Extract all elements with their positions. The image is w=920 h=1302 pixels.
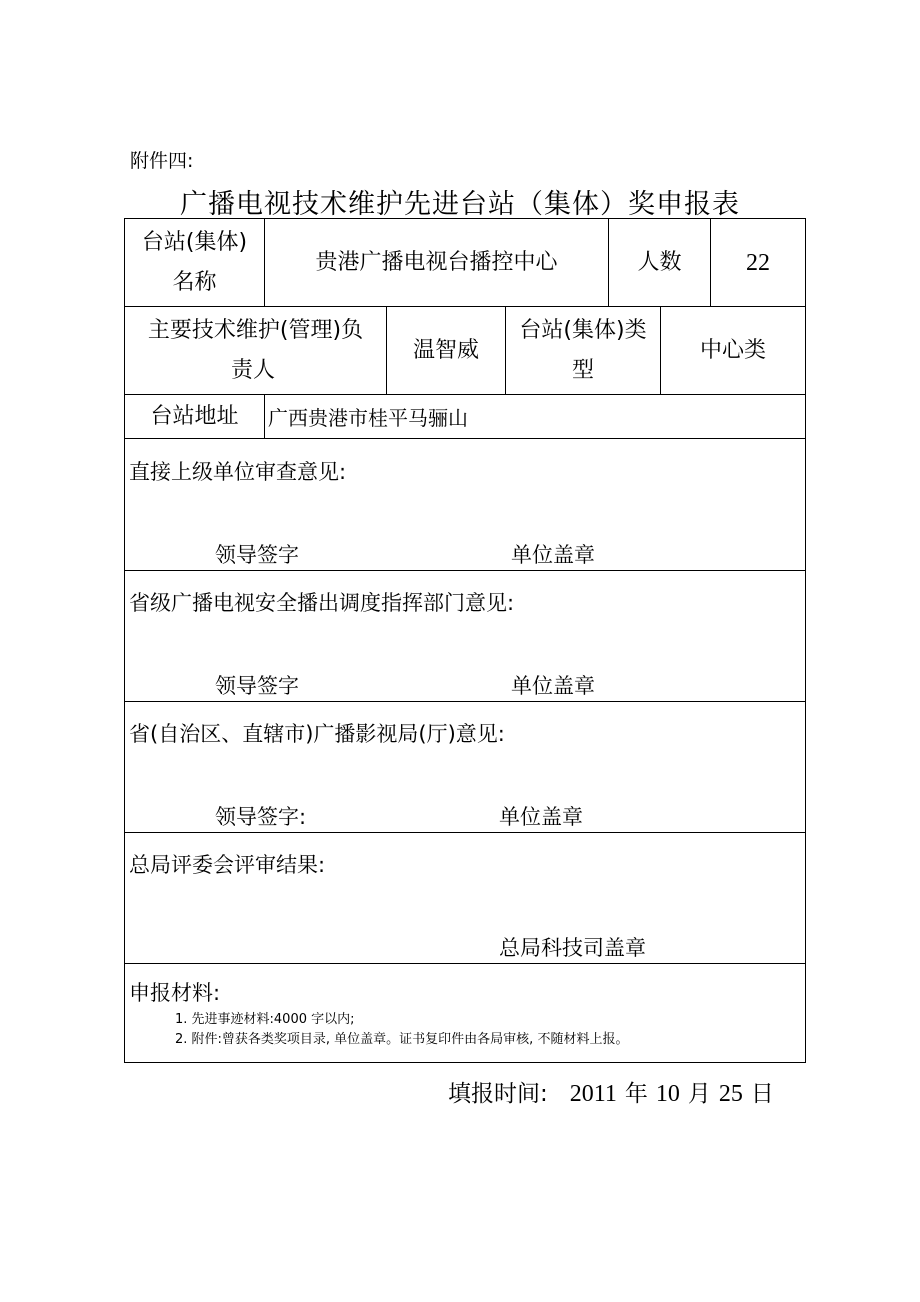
station-name-label-line1: 台站(集体) — [141, 229, 248, 255]
type-label-cell — [505, 307, 660, 394]
person-label-cell — [125, 307, 386, 394]
bureau-seal-label: 单位盖章 — [499, 805, 583, 829]
people-value: 22 — [746, 249, 770, 276]
fill-date-day-unit: 日 — [750, 1081, 774, 1107]
row-responsible-person — [124, 306, 806, 394]
people-label: 人数 — [637, 249, 682, 275]
materials-item-1: 1. 先进事迹材料:4000 字以内; — [175, 1012, 355, 1027]
superior-opinion-heading: 直接上级单位审查意见: — [129, 460, 347, 484]
review-result-heading: 总局评委会评审结果: — [129, 853, 326, 877]
fill-date — [448, 1075, 782, 1108]
fill-date-month: 10 — [655, 1081, 680, 1107]
station-name-label-cell — [125, 219, 264, 306]
address-value: 广西贵港市桂平马骊山 — [268, 406, 468, 430]
person-value: 温智威 — [412, 337, 479, 363]
person-value-cell — [386, 307, 505, 394]
superior-seal-label: 单位盖章 — [511, 543, 595, 567]
fill-date-label: 填报时间: — [448, 1081, 548, 1107]
station-name-value-cell — [264, 219, 608, 306]
address-label-cell — [125, 395, 264, 438]
review-seal-label: 总局科技司盖章 — [499, 936, 646, 960]
station-name-label-line2: 名称 — [172, 269, 217, 295]
row-station-name — [124, 218, 806, 306]
fill-date-day: 25 — [718, 1081, 743, 1107]
type-value: 中心类 — [699, 337, 766, 363]
type-label-line1: 台站(集体)类 — [519, 317, 647, 343]
bureau-opinion-heading: 省(自治区、直辖市)广播影视局(厅)意见: — [129, 722, 505, 746]
section-provincial-dispatch-opinion — [124, 570, 806, 701]
address-value-cell — [264, 395, 805, 438]
superior-sign-label: 领导签字 — [215, 543, 299, 567]
dispatch-sign-label: 领导签字 — [215, 674, 299, 698]
fill-date-month-unit: 月 — [687, 1081, 711, 1107]
section-provincial-bureau-opinion — [124, 701, 806, 832]
bureau-sign-label: 领导签字: — [215, 805, 307, 829]
section-review-result — [124, 832, 806, 963]
row-address — [124, 394, 806, 438]
dispatch-seal-label: 单位盖章 — [511, 674, 595, 698]
section-superior-opinion — [124, 438, 806, 570]
materials-item-2: 2. 附件:曾获各类奖项目录, 单位盖章。证书复印件由各局审核, 不随材料上报。 — [175, 1032, 629, 1047]
people-value-cell — [710, 219, 805, 306]
dispatch-opinion-heading: 省级广播电视安全播出调度指挥部门意见: — [129, 591, 515, 615]
people-label-cell — [608, 219, 710, 306]
materials-heading: 申报材料: — [129, 981, 221, 1005]
address-label: 台站地址 — [150, 403, 239, 429]
station-name-value: 贵港广播电视台播控中心 — [315, 249, 558, 275]
type-label-line2: 型 — [571, 357, 594, 383]
type-value-cell — [660, 307, 805, 394]
section-materials — [124, 963, 806, 1063]
fill-date-year: 2011 — [569, 1081, 617, 1107]
annex-label: 附件四: — [130, 150, 194, 172]
form-title: 广播电视技术维护先进台站（集体）奖申报表 — [180, 189, 740, 220]
person-label-line2: 责人 — [231, 357, 276, 383]
fill-date-year-unit: 年 — [624, 1081, 648, 1107]
person-label-line1: 主要技术维护(管理)负 — [147, 317, 364, 343]
